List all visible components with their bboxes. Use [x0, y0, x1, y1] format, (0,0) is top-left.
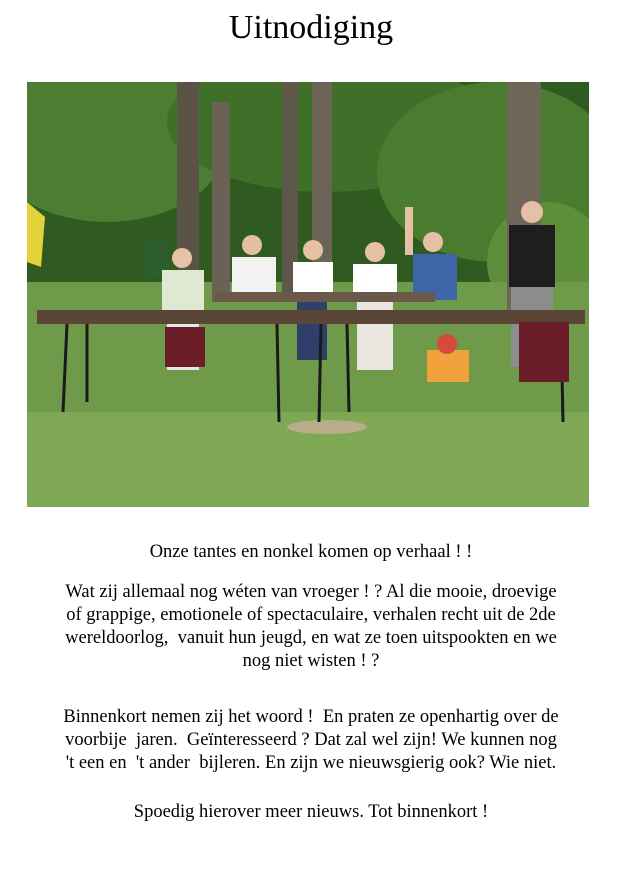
memories-line: wereldoorlog, vanuit hun jeugd, en wat ze toen uitspookten en we — [65, 628, 557, 648]
memories-paragraph — [20, 581, 602, 673]
memories-line: nog niet wisten ! ? — [242, 651, 380, 671]
soon-line: Binnenkort nemen zij het woord ! En praten ze openhartig over de — [63, 707, 559, 727]
memories-line: Wat zij allemaal nog wéten van vroeger ! ? Al die mooie, droevige — [65, 582, 557, 602]
soon-line: 't een en 't ander bijleren. En zijn we nieuwsgierig ook? Wie niet. — [65, 753, 557, 773]
intro-paragraph: Onze tantes en nonkel komen op verhaal ! ! — [149, 542, 473, 562]
group-photo — [27, 82, 589, 507]
soon-paragraph — [20, 706, 602, 775]
page-title: Uitnodiging — [228, 9, 394, 46]
closing-paragraph: Spoedig hierover meer nieuws. Tot binnenkort ! — [133, 802, 489, 822]
memories-line: of grappige, emotionele of spectaculaire, verhalen recht uit de 2de — [66, 605, 556, 625]
soon-line: voorbije jaren. Geïnteresseerd ? Dat zal wel zijn! We kunnen nog — [65, 730, 557, 750]
